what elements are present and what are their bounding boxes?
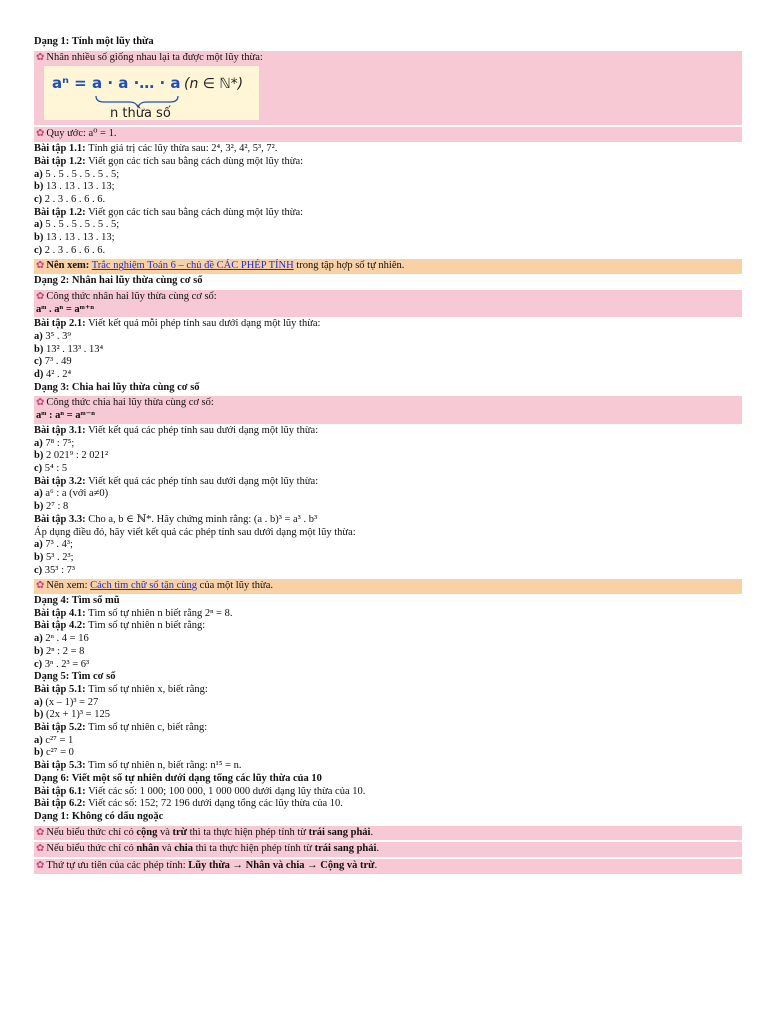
exercise-5-1: Bài tập 5.1: Tìm số tự nhiên x, biết rằng: [34, 683, 208, 695]
item-d: d) 4² . 2⁴ [34, 369, 72, 381]
exercise-1-1: Bài tập 1.1: Tính giá trị các lũy thừa sau: 2⁴, 3², 4², 5³, 7². [34, 143, 278, 155]
note-box-power-definition: ✿ Nhân nhiều số giống nhau lại ta được một lũy thừa: aⁿ = a · a ·… · a (n ∈ ℕ*) n thừa số [34, 51, 742, 126]
note-box-convention: ✿ Quy ước: a⁰ = 1. [34, 127, 742, 142]
item-b: b) 2ⁿ : 2 = 8 [34, 645, 85, 657]
exercise-1-2-repeat: Bài tập 1.2: Viết gọn các tích sau bằng cách dùng một lũy thừa: [34, 206, 304, 218]
exercise-4-1: Bài tập 4.1: Tìm số tự nhiên n biết rằng 2ⁿ = 8. [34, 607, 233, 619]
item-a: a) 2ⁿ . 4 = 16 [34, 633, 89, 645]
section-title-2: Dạng 2: Nhân hai lũy thừa cùng cơ số [34, 275, 203, 287]
sparkle-icon: ✿ [36, 260, 45, 272]
exercise-1-2: Bài tập 1.2: Viết gọn các tích sau bằng cách dùng một lũy thừa: [34, 155, 304, 167]
sparkle-icon: ✿ [36, 128, 45, 140]
item-a: a) 7⁸ : 7⁵; [34, 437, 75, 449]
item-b: b) (2x + 1)³ = 125 [34, 709, 110, 721]
item-c: c) 2 . 3 . 6 . 6 . 6. [34, 244, 106, 256]
item-a: a) c²⁷ = 1 [34, 734, 74, 746]
document [34, 36, 742, 875]
item-a: a) 3⁵ . 3⁹ [34, 330, 72, 342]
item-a: a) 7³ . 4³; [34, 539, 73, 551]
item-a: a) 5 . 5 . 5 . 5 . 5 . 5; [34, 168, 120, 180]
exercise-2-1: Bài tập 2.1: Viết kết quả mỗi phép tính sau dưới dạng một lũy thừa: [34, 318, 321, 330]
sparkle-icon: ✿ [36, 826, 45, 838]
exercise-3-3: Bài tập 3.3: Cho a, b ∈ ℕ*. Hãy chứng minh rằng: (a . b)³ = a³ . b³ [34, 513, 318, 525]
formula-lhs: aⁿ = a · a ·… · a [52, 74, 181, 93]
note-box-priority: ✿ Thứ tự ưu tiên của các phép tính: Lũy thừa → Nhân và chia → Cộng và trừ. [34, 859, 742, 874]
item-a: a) 5 . 5 . 5 . 5 . 5 . 5; [34, 219, 120, 231]
section-title-4: Dạng 4: Tìm số mũ [34, 595, 120, 607]
item-b: b) 5³ . 2³; [34, 551, 74, 563]
exercise-5-2: Bài tập 5.2: Tìm số tự nhiên c, biết rằng: [34, 722, 208, 734]
item-c: c) 7³ . 49 [34, 356, 72, 368]
item-b: b) c²⁷ = 0 [34, 747, 74, 759]
item-b: b) 13² . 13³ . 13⁴ [34, 343, 104, 355]
sparkle-icon: ✿ [36, 290, 45, 302]
formula-underbrace-label: n thừa số [110, 106, 171, 121]
exercise-4-2: Bài tập 4.2: Tìm số tự nhiên n biết rằng: [34, 620, 206, 632]
section-title-5: Dạng 5: Tìm cơ số [34, 671, 116, 683]
exercise-3-1: Bài tập 3.1: Viết kết quả các phép tính sau dưới dạng một lũy thừa: [34, 424, 319, 436]
formula-condition: (n ∈ ℕ*) [184, 76, 244, 93]
sparkle-icon: ✿ [36, 860, 45, 872]
see-also-box-1: ✿ Nên xem: Trắc nghiệm Toán 6 – chủ đề CÁC PHÉP TÍNH trong tập hợp số tự nhiên. [34, 259, 742, 274]
see-also-link-quiz[interactable]: Trắc nghiệm Toán 6 – chủ đề CÁC PHÉP TÍNH [91, 260, 294, 272]
item-b: b) 13 . 13 . 13 . 13; [34, 181, 115, 193]
item-a: a) (x – 1)³ = 27 [34, 696, 99, 708]
note-box-multiply-divide: ✿ Nếu biểu thức chỉ có nhân và chia thì ta thực hiện phép tính từ trái sang phải. [34, 842, 742, 857]
section-title-3: Dạng 3: Chia hai lũy thừa cùng cơ số [34, 381, 200, 393]
multiply-formula: aᵐ . aⁿ = aᵐ⁺ⁿ [36, 303, 95, 315]
see-also-link-last-digit[interactable]: Cách tìm chữ số tận cùng [90, 580, 198, 592]
power-formula-image [44, 66, 259, 120]
item-a: a) a⁶ : a (với a≠0) [34, 488, 109, 500]
item-c: c) 35³ : 7³ [34, 564, 76, 576]
sparkle-icon: ✿ [36, 397, 45, 409]
see-also-box-2: ✿ Nên xem: Cách tìm chữ số tận cùng của một lũy thừa. [34, 579, 742, 594]
exercise-6-1: Bài tập 6.1: Viết các số: 1 000; 100 000, 1 000 000 dưới dạng lũy thừa của 10. [34, 785, 366, 797]
sparkle-icon: ✿ [36, 843, 45, 855]
exercise-3-2: Bài tập 3.2: Viết kết quả các phép tính sau dưới dạng một lũy thừa: [34, 475, 319, 487]
section-title-1: Dạng 1: Tính một lũy thừa [34, 36, 154, 47]
exercise-5-3: Bài tập 5.3: Tìm số tự nhiên n, biết rằng: n¹⁵ = n. [34, 760, 242, 772]
section-title-7: Dạng 1: Không có dấu ngoặc [34, 810, 164, 822]
section-title-6: Dạng 6: Viết một số tự nhiên dưới dạng tổng các lũy thừa của 10 [34, 772, 322, 784]
item-b: b) 2 021⁹ : 2 021² [34, 450, 109, 462]
item-b: b) 2⁷ : 8 [34, 501, 69, 513]
item-c: c) 3ⁿ . 2³ = 6³ [34, 658, 90, 670]
item-c: c) 5⁴ : 5 [34, 462, 68, 474]
note-box-add-subtract: ✿ Nếu biểu thức chỉ có cộng và trừ thì ta thực hiện phép tính từ trái sang phải. [34, 826, 742, 841]
item-b: b) 13 . 13 . 13 . 13; [34, 232, 115, 244]
item-c: c) 2 . 3 . 6 . 6 . 6. [34, 193, 106, 205]
note-box-divide-rule: ✿ Công thức chia hai lũy thừa cùng cơ số: aᵐ : aⁿ = aᵐ⁻ⁿ [34, 396, 742, 423]
sparkle-icon: ✿ [36, 51, 45, 63]
note-box-multiply-rule: ✿ Công thức nhân hai lũy thừa cùng cơ số: aᵐ . aⁿ = aᵐ⁺ⁿ [34, 290, 742, 317]
sparkle-icon: ✿ [36, 580, 45, 592]
exercise-6-2: Bài tập 6.2: Viết các số: 152; 72 196 dưới dạng tổng các lũy thừa của 10. [34, 798, 343, 810]
exercise-3-3-apply: Áp dụng điều đó, hãy viết kết quả các phép tính sau dưới dạng một lũy thừa: [34, 526, 356, 538]
divide-formula: aᵐ : aⁿ = aᵐ⁻ⁿ [36, 410, 95, 422]
